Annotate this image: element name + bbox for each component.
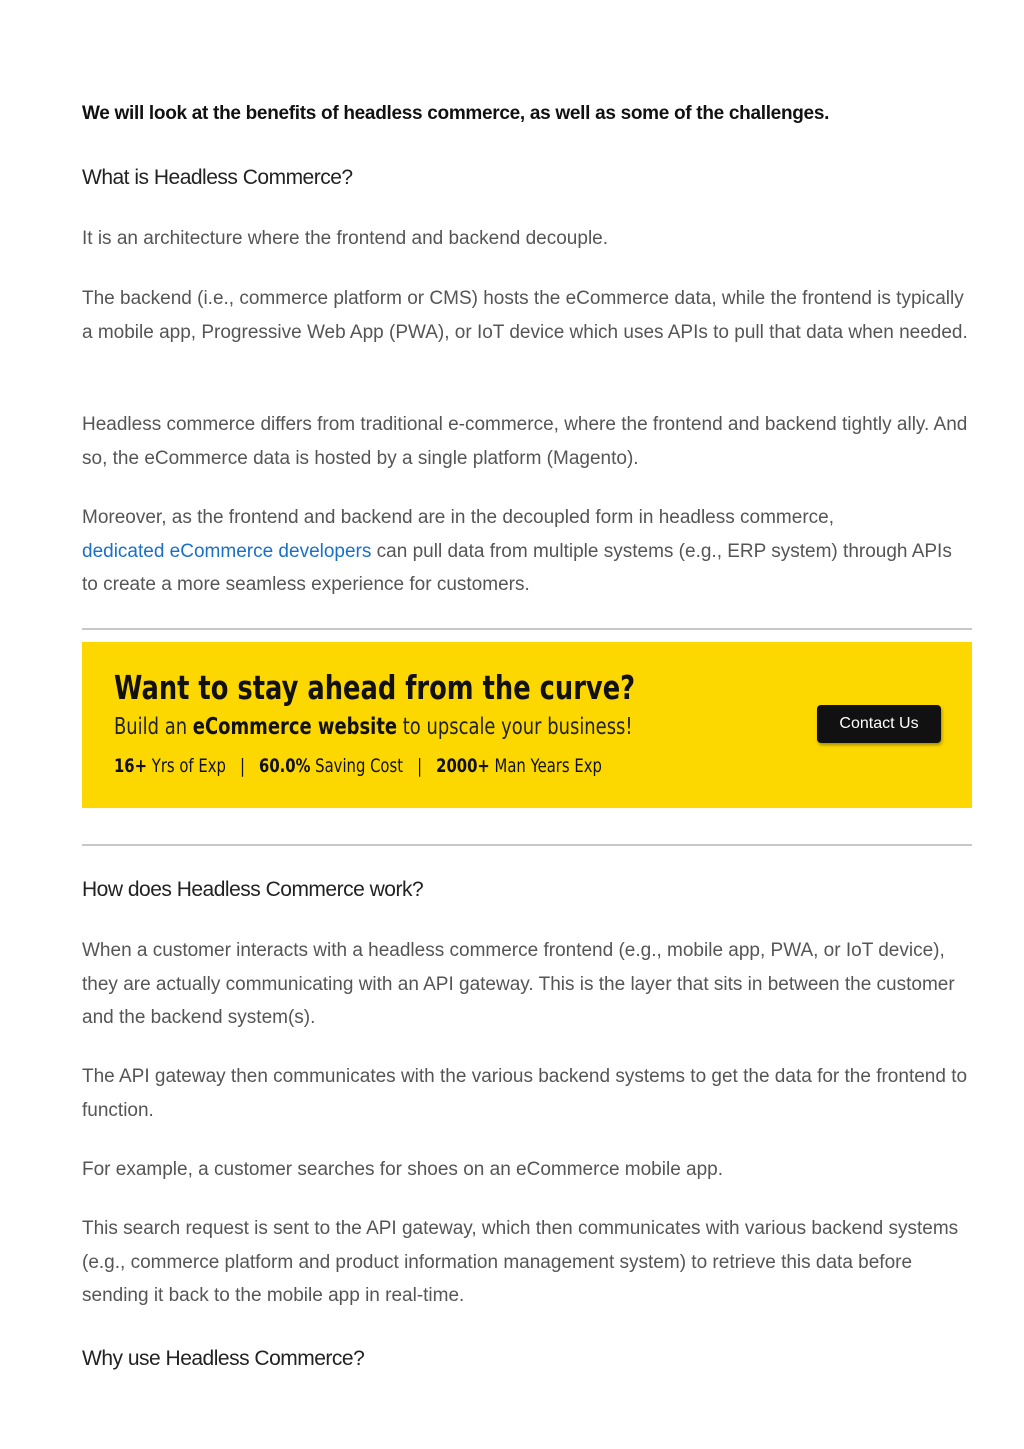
banner-subtitle-text: to upscale your business!	[402, 714, 633, 740]
stat-label: Yrs of Exp	[151, 755, 226, 777]
paragraph: The API gateway then communicates with the various backend systems to get the data for the frontend to function.	[82, 1066, 968, 1121]
intro-text: We will look at the benefits of headless commerce, as well as some of the challenges.	[82, 103, 830, 124]
banner-subtitle-text: Build an	[114, 714, 188, 740]
divider	[82, 844, 972, 846]
paragraph: The backend (i.e., commerce platform or CMS) hosts the eCommerce data, while the frontend is typically a mobile app, Progressive Web App (PWA), or IoT device which uses APIs to pull that data when needed.	[82, 288, 968, 343]
stat-value: 2000+	[436, 755, 490, 777]
promo-banner[interactable]	[82, 642, 972, 808]
stat-label: Saving Cost	[315, 755, 404, 777]
paragraph-text: can pull data from multiple systems (e.g., ERP system) through APIs to create a more seamless experience for customers.	[82, 540, 952, 595]
banner-subtitle-highlight: eCommerce website	[192, 714, 398, 740]
divider	[82, 628, 972, 630]
paragraph: This search request is sent to the API gateway, which then communicates with various backend systems (e.g., commerce platform and product information management system) to retrieve this data before sending it back to the mobile app in real-time.	[82, 1218, 959, 1306]
paragraph: For example, a customer searches for shoes on an eCommerce mobile app.	[82, 1159, 724, 1180]
contact-us-button[interactable]: Contact Us	[817, 705, 941, 743]
stat-label: Man Years Exp	[494, 755, 602, 777]
stat-separator: |	[239, 755, 245, 777]
section-heading-what: What is Headless Commerce?	[82, 166, 353, 189]
banner-subtitle	[114, 714, 633, 740]
banner-title: Want to stay ahead from the curve?	[114, 668, 636, 707]
stat-value: 60.0%	[259, 755, 311, 777]
paragraph: When a customer interacts with a headless commerce frontend (e.g., mobile app, PWA, or IoT device), they are actually communicating with an API gateway. This is the layer that sits in between the customer and the backend system(s).	[82, 940, 955, 1028]
section-heading-how: How does Headless Commerce work?	[82, 878, 424, 901]
paragraph: It is an architecture where the frontend and backend decouple.	[82, 228, 609, 249]
stat-value: 16+	[114, 755, 148, 777]
paragraph-text: Moreover, as the frontend and backend are in the decoupled form in headless commerce,	[82, 507, 834, 528]
banner-stats	[114, 755, 602, 777]
paragraph-with-link	[82, 501, 972, 602]
paragraph: Headless commerce differs from traditional e-commerce, where the frontend and backend tightly ally. And so, the eCommerce data is hosted by a single platform (Magento).	[82, 414, 968, 469]
section-heading-why: Why use Headless Commerce?	[82, 1347, 365, 1370]
developers-link[interactable]: dedicated eCommerce developers	[82, 540, 372, 562]
stat-separator: |	[417, 755, 423, 777]
